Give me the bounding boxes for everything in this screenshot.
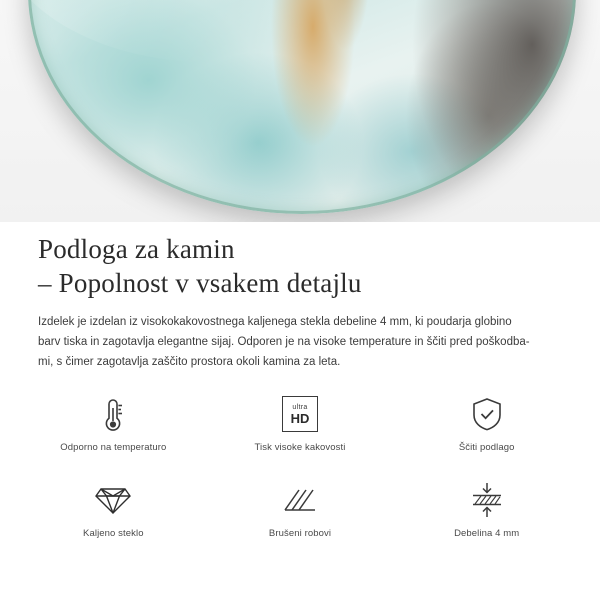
polished-edges-icon — [281, 478, 319, 522]
description-line-1: Izdelek je izdelan iz visokokakovostnega kaljenega stekla debeline 4 mm, ki poudarja globino — [38, 316, 512, 328]
feature-label: Odporno na temperaturo — [60, 442, 167, 453]
feature-grid — [20, 392, 580, 556]
feature-label: Tisk visoke kakovosti — [254, 442, 346, 453]
glass-disc-wrapper — [28, 0, 576, 214]
diamond-icon — [93, 478, 133, 522]
feature-item-polished-edges — [207, 478, 394, 556]
disc-gloss-highlight — [28, 0, 423, 62]
glass-disc — [28, 0, 576, 214]
feature-label: Kaljeno steklo — [83, 528, 144, 539]
thermometer-icon — [96, 392, 130, 436]
feature-item-print-quality — [207, 392, 394, 470]
ultra-hd-badge-top: ultra — [292, 403, 308, 411]
headline-line-1: Podloga za kamin — [38, 234, 235, 264]
ultra-hd-badge-bottom: HD — [290, 410, 310, 426]
feature-item-tempered-glass — [20, 478, 207, 556]
ultra-hd-icon — [282, 392, 318, 436]
shield-check-icon — [469, 392, 505, 436]
feature-item-thickness — [393, 478, 580, 556]
feature-label: Debelina 4 mm — [454, 528, 520, 539]
feature-label: Ščiti podlago — [458, 442, 515, 453]
description-line-3: mi, s čimer zagotavlja zaščito prostora okoli kamina za leta. — [38, 356, 341, 368]
thickness-icon — [467, 478, 507, 522]
feature-label: Brušeni robovi — [268, 528, 332, 539]
headline-line-2: – Popolnost v vsakem detajlu — [38, 268, 362, 298]
page-title — [38, 232, 558, 300]
feature-item-temperature — [20, 392, 207, 470]
feature-item-protects-surface — [393, 392, 580, 470]
description-line-2: barv tiska in zagotavlja elegantne sijaj. Odporen je na visoke temperature in ščiti pred poškodba- — [38, 336, 530, 348]
hero-image — [0, 0, 600, 222]
product-description — [38, 312, 566, 372]
